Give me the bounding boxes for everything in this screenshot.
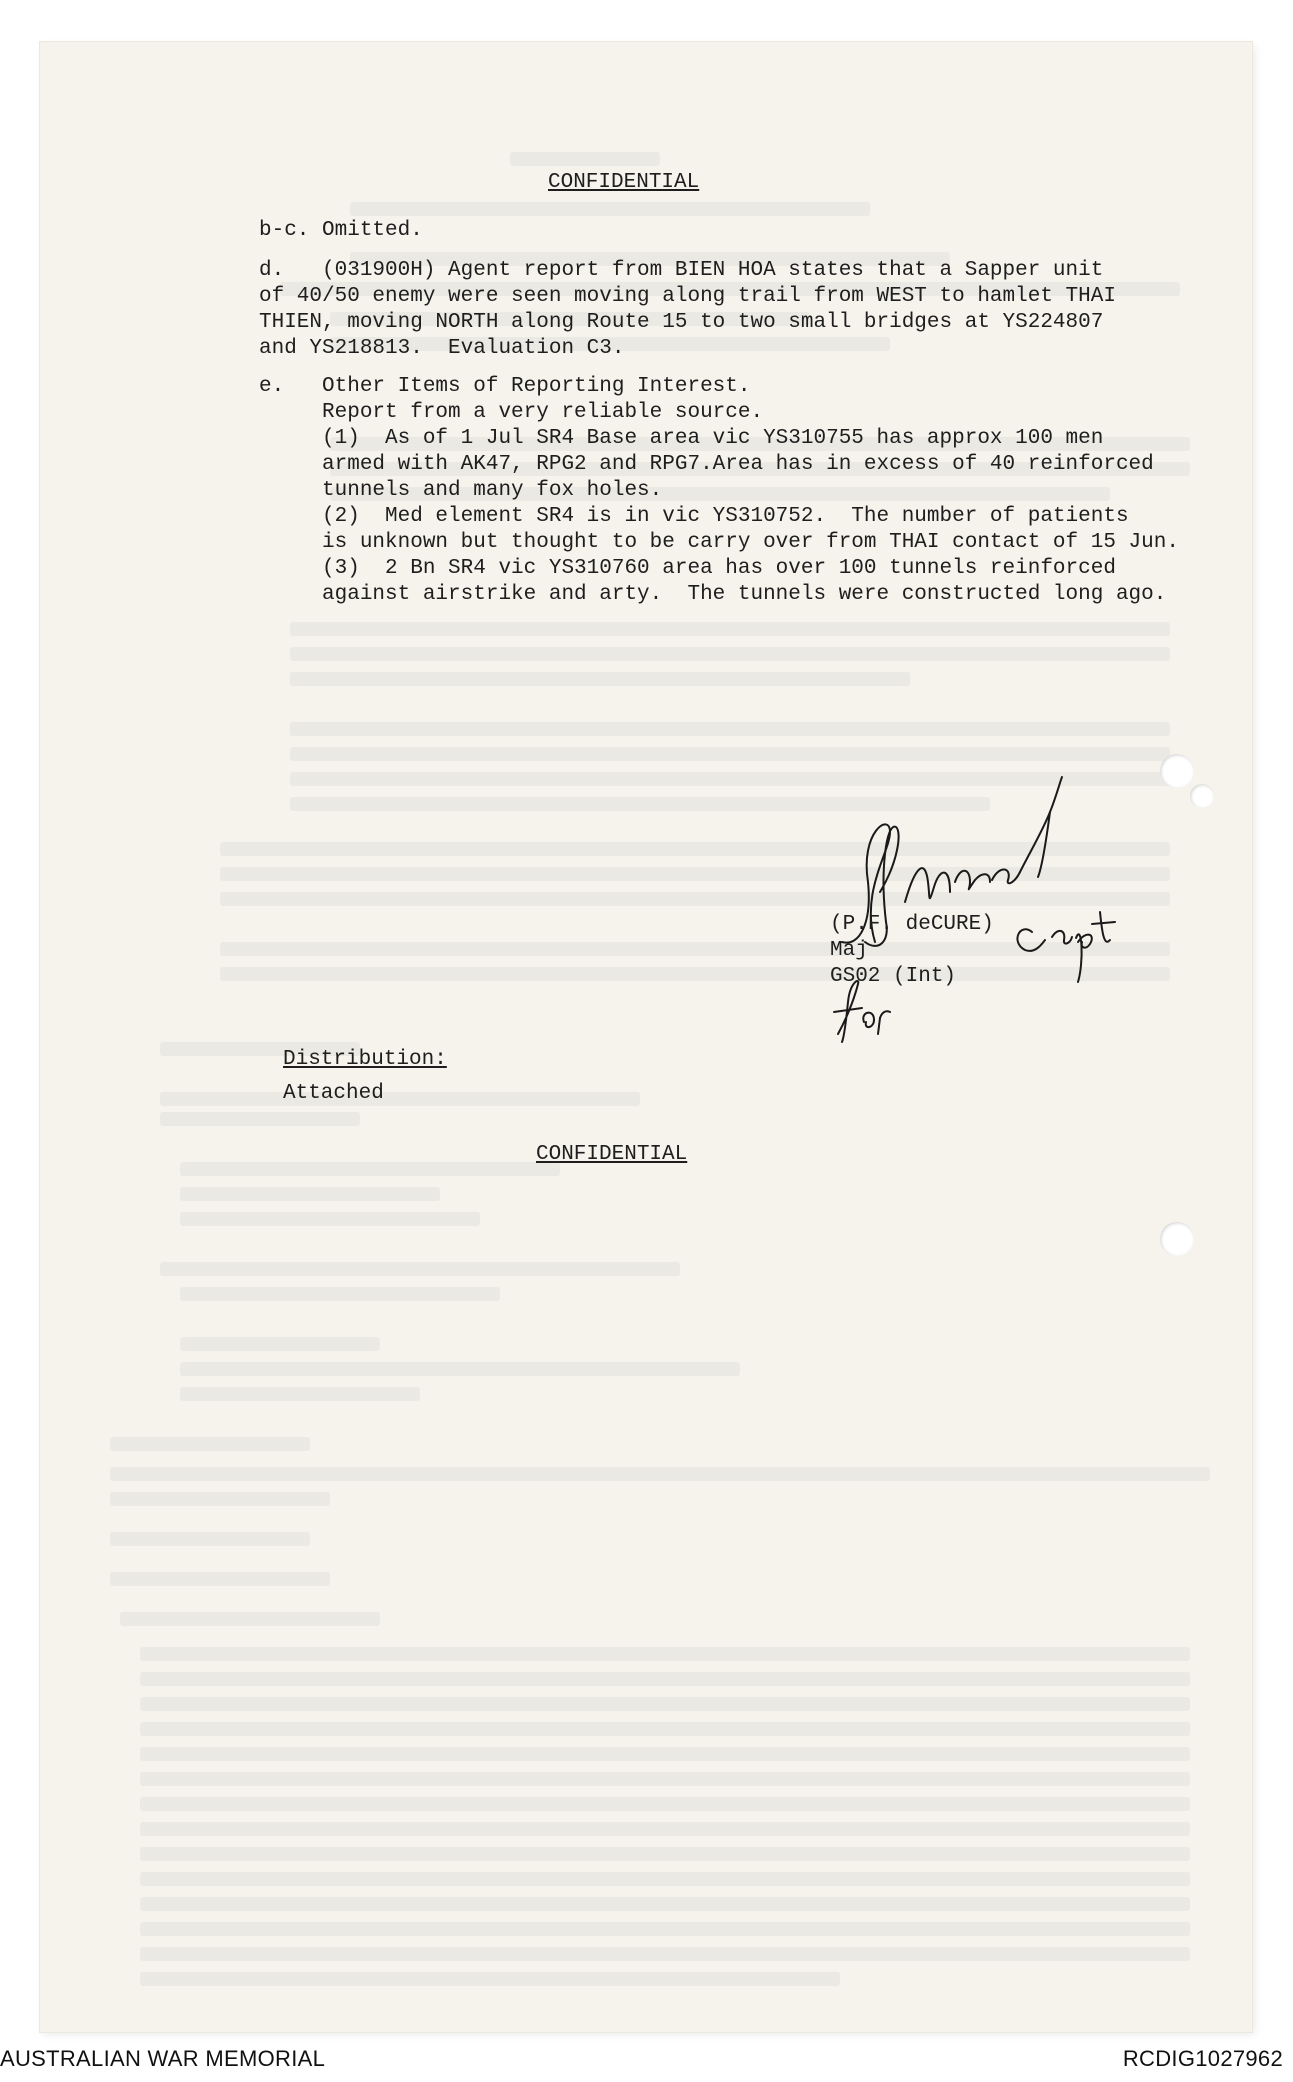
body-line-14: against airstrike and arty. The tunnels were constructed long ago.	[259, 583, 1167, 606]
body-line-7: Report from a very reliable source.	[259, 401, 764, 424]
body-line-12: is unknown but thought to be carry over from THAI contact of 15 Jun.	[259, 531, 1179, 554]
body-line-9: armed with AK47, RPG2 and RPG7.Area has in excess of 40 reinforced	[259, 453, 1154, 476]
document-page	[40, 42, 1252, 2032]
body-line-11: (2) Med element SR4 is in vic YS310752. The number of patients	[259, 505, 1129, 528]
archive-footer-left: AUSTRALIAN WAR MEMORIAL	[0, 2046, 326, 2071]
signatory-appointment: GS02 (Int)	[830, 965, 957, 988]
body-line-4: THIEN, moving NORTH along Route 15 to two small bridges at YS224807	[259, 311, 1104, 334]
body-line-3: of 40/50 enemy were seen moving along trail from WEST to hamlet THAI	[259, 285, 1116, 308]
punch-hole-top-small	[1190, 784, 1214, 808]
body-line-6: e. Other Items of Reporting Interest.	[259, 375, 751, 398]
body-line-5: and YS218813. Evaluation C3.	[259, 337, 625, 360]
distribution-value: Attached	[283, 1082, 384, 1105]
signatory-name: (P.F. deCURE)	[830, 913, 994, 936]
distribution-label: Distribution:	[283, 1048, 447, 1071]
body-line-2: d. (031900H) Agent report from BIEN HOA states that a Sapper unit	[259, 259, 1104, 282]
signatory-rank: Maj	[830, 939, 868, 962]
classification-bottom: CONFIDENTIAL	[536, 1143, 688, 1166]
body-line-10: tunnels and many fox holes.	[259, 479, 663, 502]
punch-hole-bottom	[1160, 1222, 1194, 1256]
classification-top: CONFIDENTIAL	[548, 171, 700, 194]
body-line-1: b-c. Omitted.	[259, 219, 423, 242]
punch-hole-top	[1160, 754, 1194, 788]
body-line-13: (3) 2 Bn SR4 vic YS310760 area has over 100 tunnels reinforced	[259, 557, 1116, 580]
archive-footer-right: RCDIG1027962	[1122, 2046, 1283, 2071]
body-line-8: (1) As of 1 Jul SR4 Base area vic YS310755 has approx 100 men	[259, 427, 1104, 450]
